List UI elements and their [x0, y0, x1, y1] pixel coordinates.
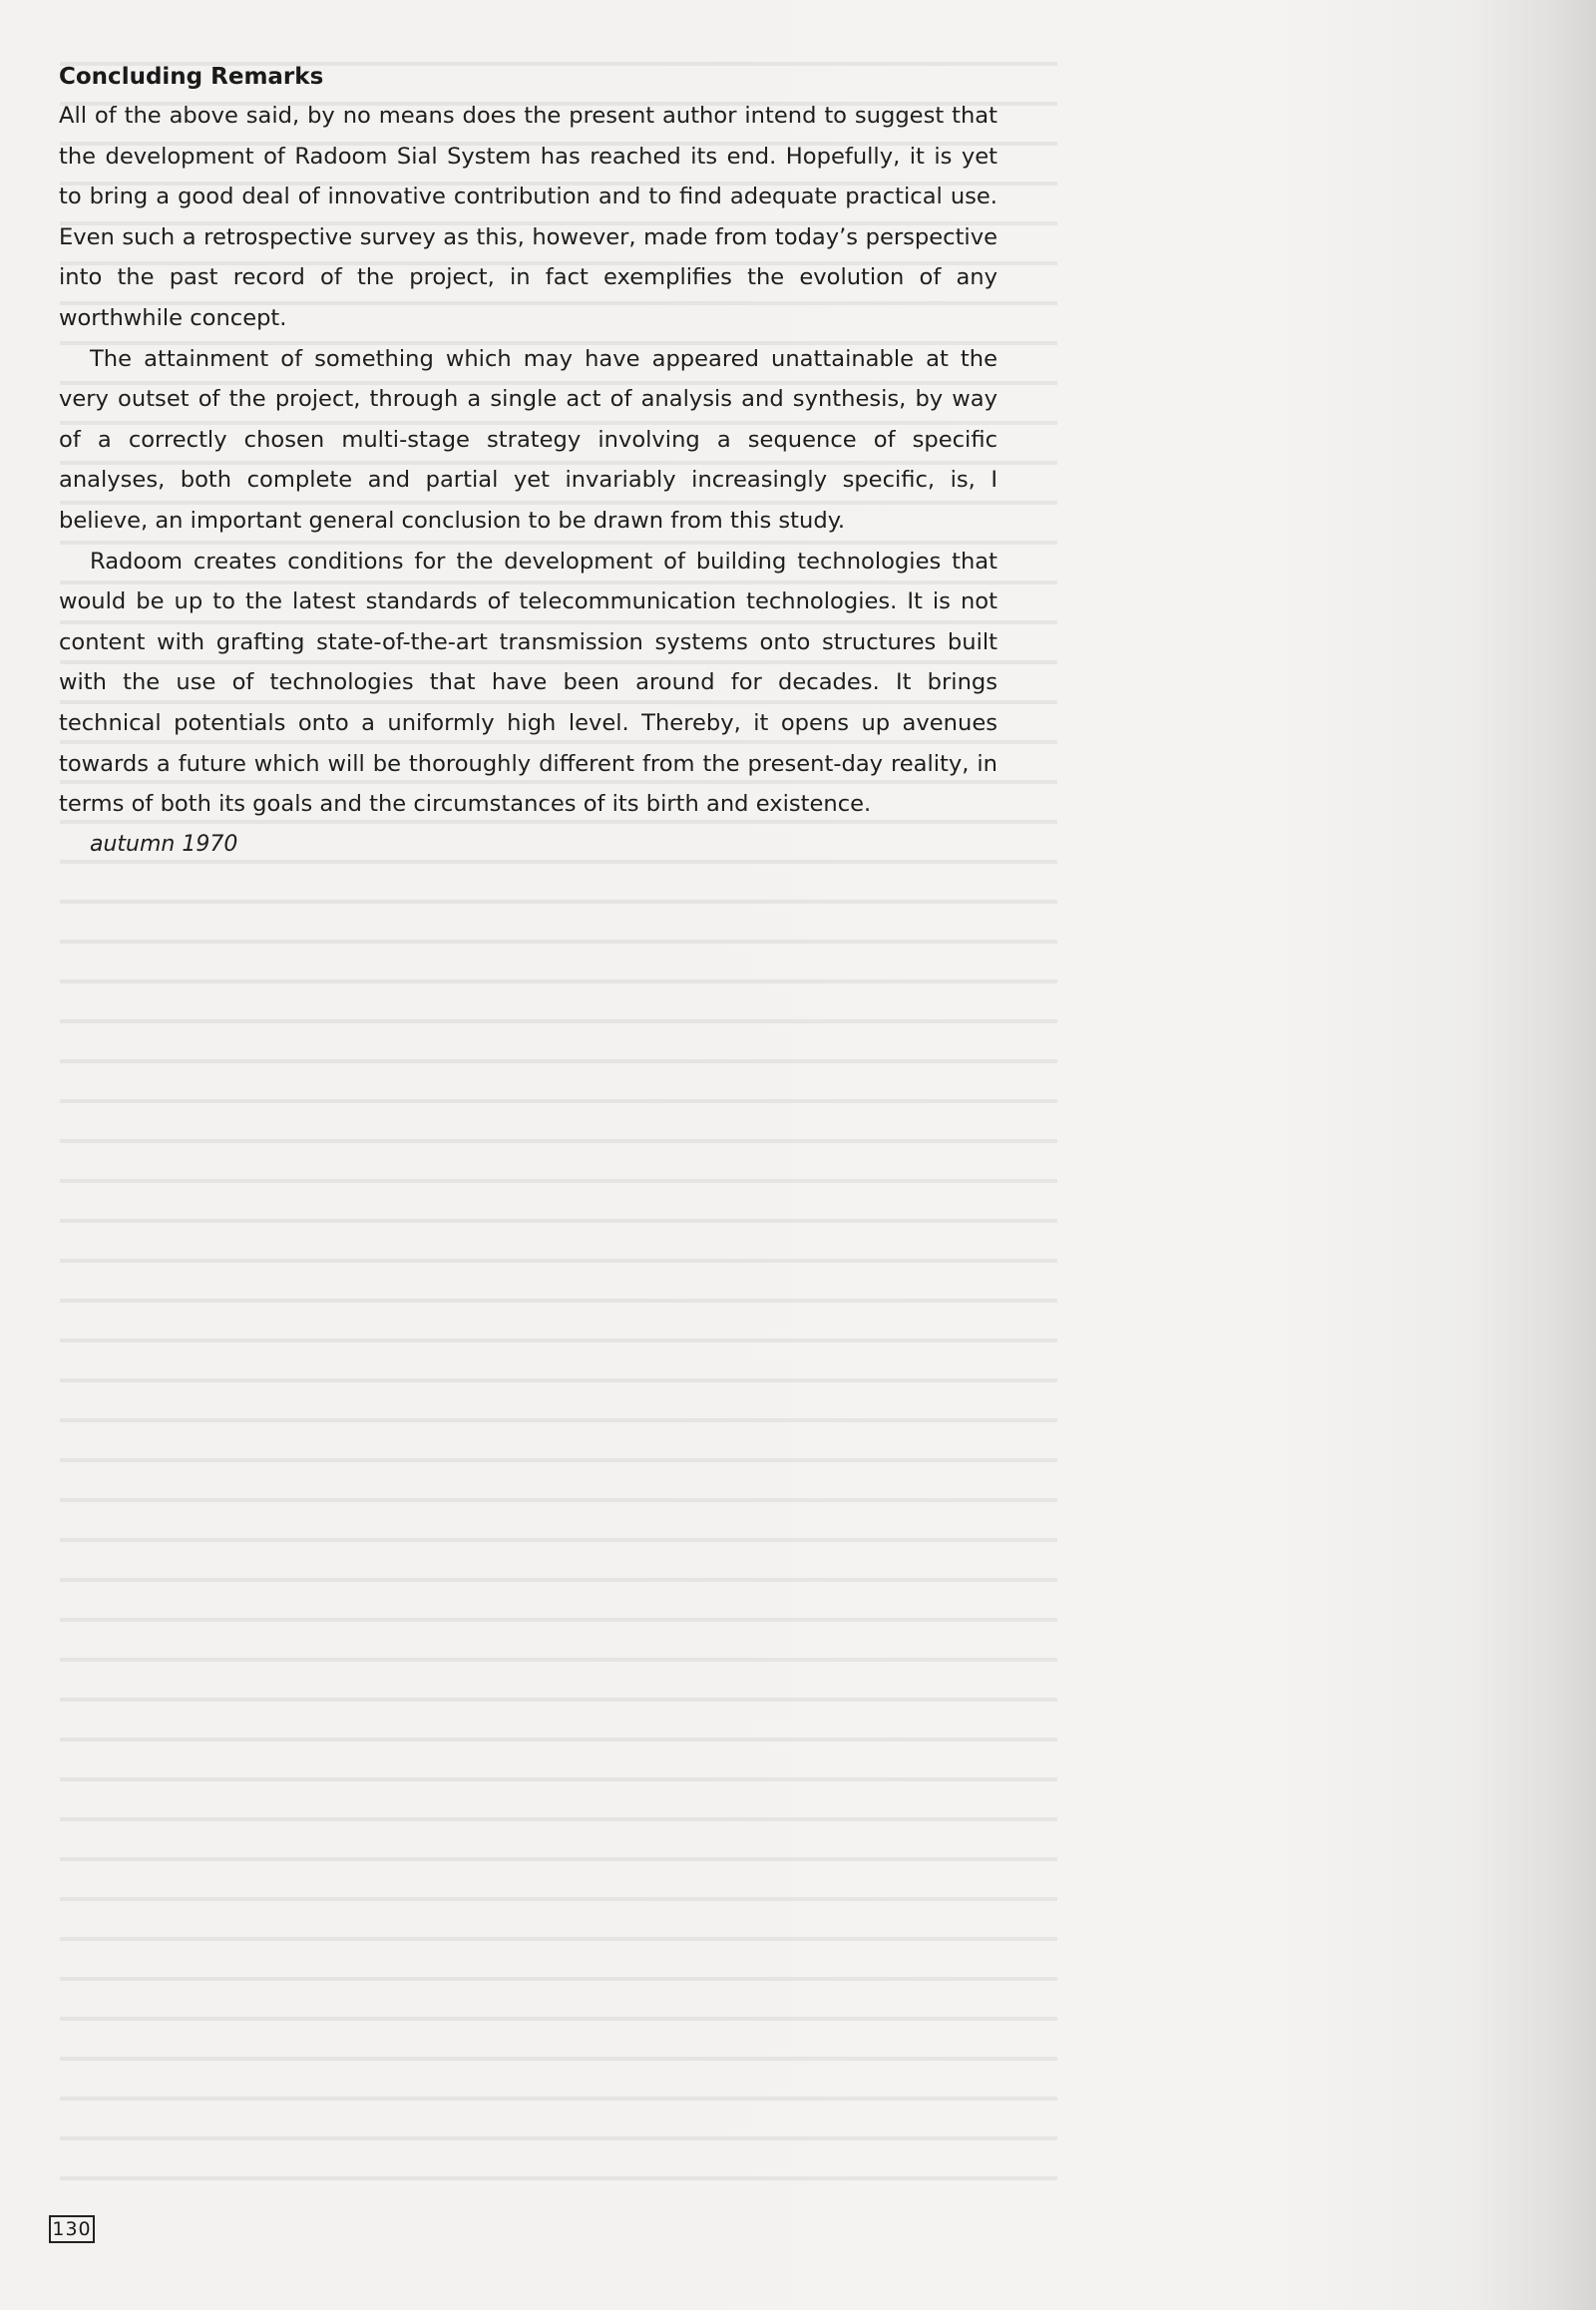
paragraph-1: All of the above said, by no means does the present author intend to suggest that the development of Radoom Sial System has reached its end. Hopefully, it is yet to bring a good deal of innovative contribution and to find adequate practical use. Even such a retrospective survey as this, however, made from today’s perspective into the past record of the project, in fact exemplifies the evolution of any worthwhile concept. [59, 103, 998, 331]
paragraph-3: Radoom creates conditions for the development of building technologies that would be up to the latest standards of telecommunication technologies. It is not content with grafting state-of-the-art transmission systems onto structures built with the use of technologies that have been around for decades. It brings technical potentials onto a uniformly high level. Thereby, it opens up avenues towards a future which will be thoroughly different from the present-day reality, in terms of both its goals and the circumstances of its birth and existence. [59, 548, 998, 818]
text-column [59, 60, 998, 865]
page-number: 130 [49, 2215, 95, 2243]
section-heading: Concluding Remarks [59, 64, 324, 90]
paragraph-2: The attainment of something which may have appeared unattainable at the very outset of the project, through a single act of analysis and synthesis, by way of a correctly chosen multi-stage strategy involving a sequence of specific analyses, both complete and partial yet invariably increasingly specific, is, I believe, an important general conclusion to be drawn from this study. [59, 345, 998, 534]
date-signoff: autumn 1970 [90, 831, 238, 857]
